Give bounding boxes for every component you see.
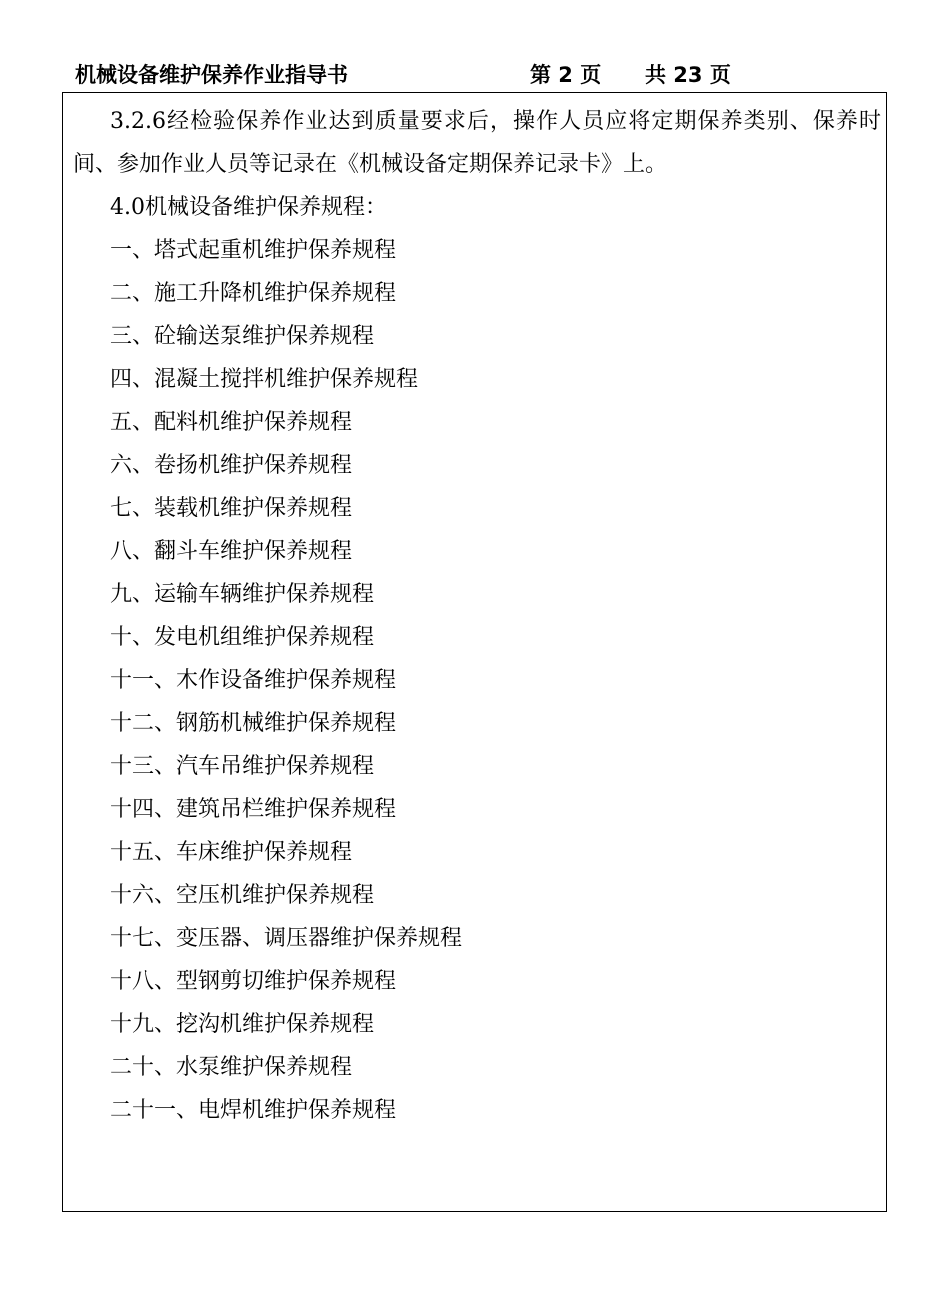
list-item: 五、配料机维护保养规程: [110, 410, 353, 435]
regulation-list: [73, 229, 881, 1132]
list-item: 十六、空压机维护保养规程: [110, 883, 375, 908]
list-item: 三、砼输送泵维护保养规程: [110, 324, 375, 349]
page-number: 第 2 页: [530, 63, 602, 87]
section-heading: 4.0机械设备维护保养规程：: [110, 195, 387, 220]
page-header: [75, 58, 895, 92]
paragraph-3-2-6: 3.2.6经检验保养作业达到质量要求后，操作人员应将定期保养类别、保养时间、参加作业人员等记录在《机械设备定期保养记录卡》上。: [73, 109, 881, 177]
list-item: 十八、型钢剪切维护保养规程: [110, 969, 397, 994]
list-item: 二十、水泵维护保养规程: [110, 1055, 353, 1080]
list-item: 十七、变压器、调压器维护保养规程: [110, 926, 463, 951]
document-body: [73, 100, 881, 1132]
list-item: 二十一、电焊机维护保养规程: [110, 1098, 397, 1123]
list-item: 十九、挖沟机维护保养规程: [110, 1012, 375, 1037]
list-item: 十三、汽车吊维护保养规程: [110, 754, 375, 779]
list-item: 六、卷扬机维护保养规程: [110, 453, 353, 478]
list-item: 四、混凝土搅拌机维护保养规程: [110, 367, 419, 392]
list-item: 十二、钢筋机械维护保养规程: [110, 711, 397, 736]
page-total: 共 23 页: [645, 63, 731, 87]
list-item: 八、翻斗车维护保养规程: [110, 539, 353, 564]
list-item: 九、运输车辆维护保养规程: [110, 582, 375, 607]
list-item: 十四、建筑吊栏维护保养规程: [110, 797, 397, 822]
list-item: 一、塔式起重机维护保养规程: [110, 238, 397, 263]
list-item: 二、施工升降机维护保养规程: [110, 281, 397, 306]
list-item: 十五、车床维护保养规程: [110, 840, 353, 865]
document-title: 机械设备维护保养作业指导书: [75, 63, 348, 87]
list-item: 十一、木作设备维护保养规程: [110, 668, 397, 693]
list-item: 七、装载机维护保养规程: [110, 496, 353, 521]
list-item: 十、发电机组维护保养规程: [110, 625, 375, 650]
